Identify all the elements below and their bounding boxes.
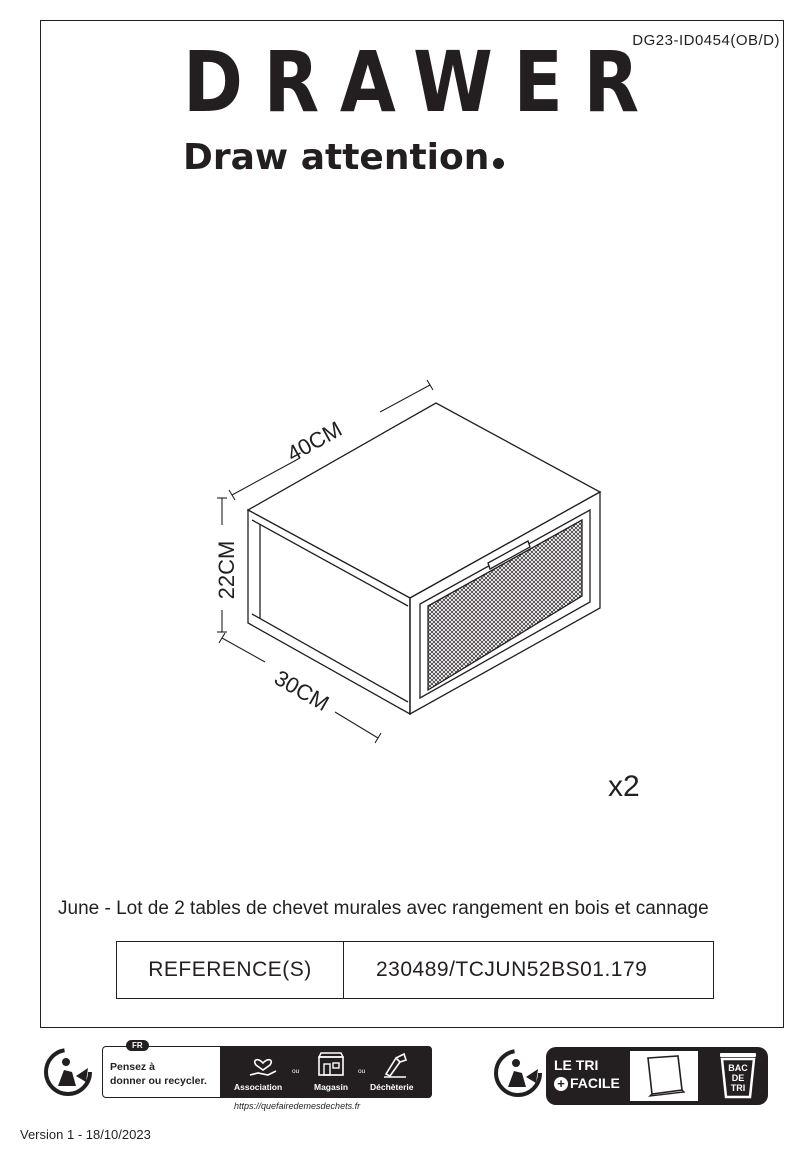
store-icon [316,1051,346,1079]
country-tag: FR [126,1040,149,1051]
reference-label: REFERENCE(S) [117,942,344,998]
document-code: DG23-ID0454(OB/D) [632,32,780,49]
tagline-dot [493,158,504,169]
recycling-message-line1: Pensez à [110,1061,155,1073]
tri-line2 [554,1075,620,1093]
triman-icon-right [492,1047,544,1099]
reference-table [116,941,714,999]
bac-line3: TRI [730,1083,746,1093]
recycling-info-box [102,1041,432,1098]
bac-line2: DE [731,1073,745,1083]
paper-icon [640,1054,690,1098]
option-association: Association [234,1082,283,1092]
or-word-2: ou [358,1068,366,1075]
product-description: June - Lot de 2 tables de chevet murales avec rangement en bois et cannage [58,898,709,919]
dimension-height-label: 22CM [214,540,239,600]
tri-facile-box [546,1047,768,1105]
brand-tagline [183,137,504,178]
sorting-bin-icon [714,1051,762,1101]
option-decheterie: Déchèterie [370,1082,414,1092]
recycling-options-panel [220,1046,432,1098]
quantity-label: x2 [608,770,640,803]
recycling-message [110,1060,207,1088]
recycling-url[interactable]: https://quefairedemesdechets.fr [234,1101,361,1111]
tri-line1: LE TRI [554,1057,599,1073]
dimension-width-label: 40CM [282,416,347,467]
reference-value: 230489/TCJUN52BS01.179 [376,958,648,981]
or-word-1: ou [292,1068,300,1075]
hand-heart-icon [248,1051,278,1079]
dimension-depth-label: 30CM [270,665,334,717]
tri-line2-text: FACILE [570,1074,620,1091]
brand-logo: DRAWER [183,33,660,131]
plus-icon: + [554,1077,568,1091]
recycling-message-line2: donner ou recycler. [110,1075,207,1088]
tagline-text: Draw attention [183,137,490,178]
waste-center-icon [380,1050,410,1080]
option-magasin: Magasin [314,1082,349,1092]
version-label: Version 1 - 18/10/2023 [20,1127,151,1142]
tri-facile-text [554,1057,620,1092]
bac-line1: BAC [728,1063,748,1073]
product-drawing [200,375,620,750]
triman-icon [42,1046,94,1098]
